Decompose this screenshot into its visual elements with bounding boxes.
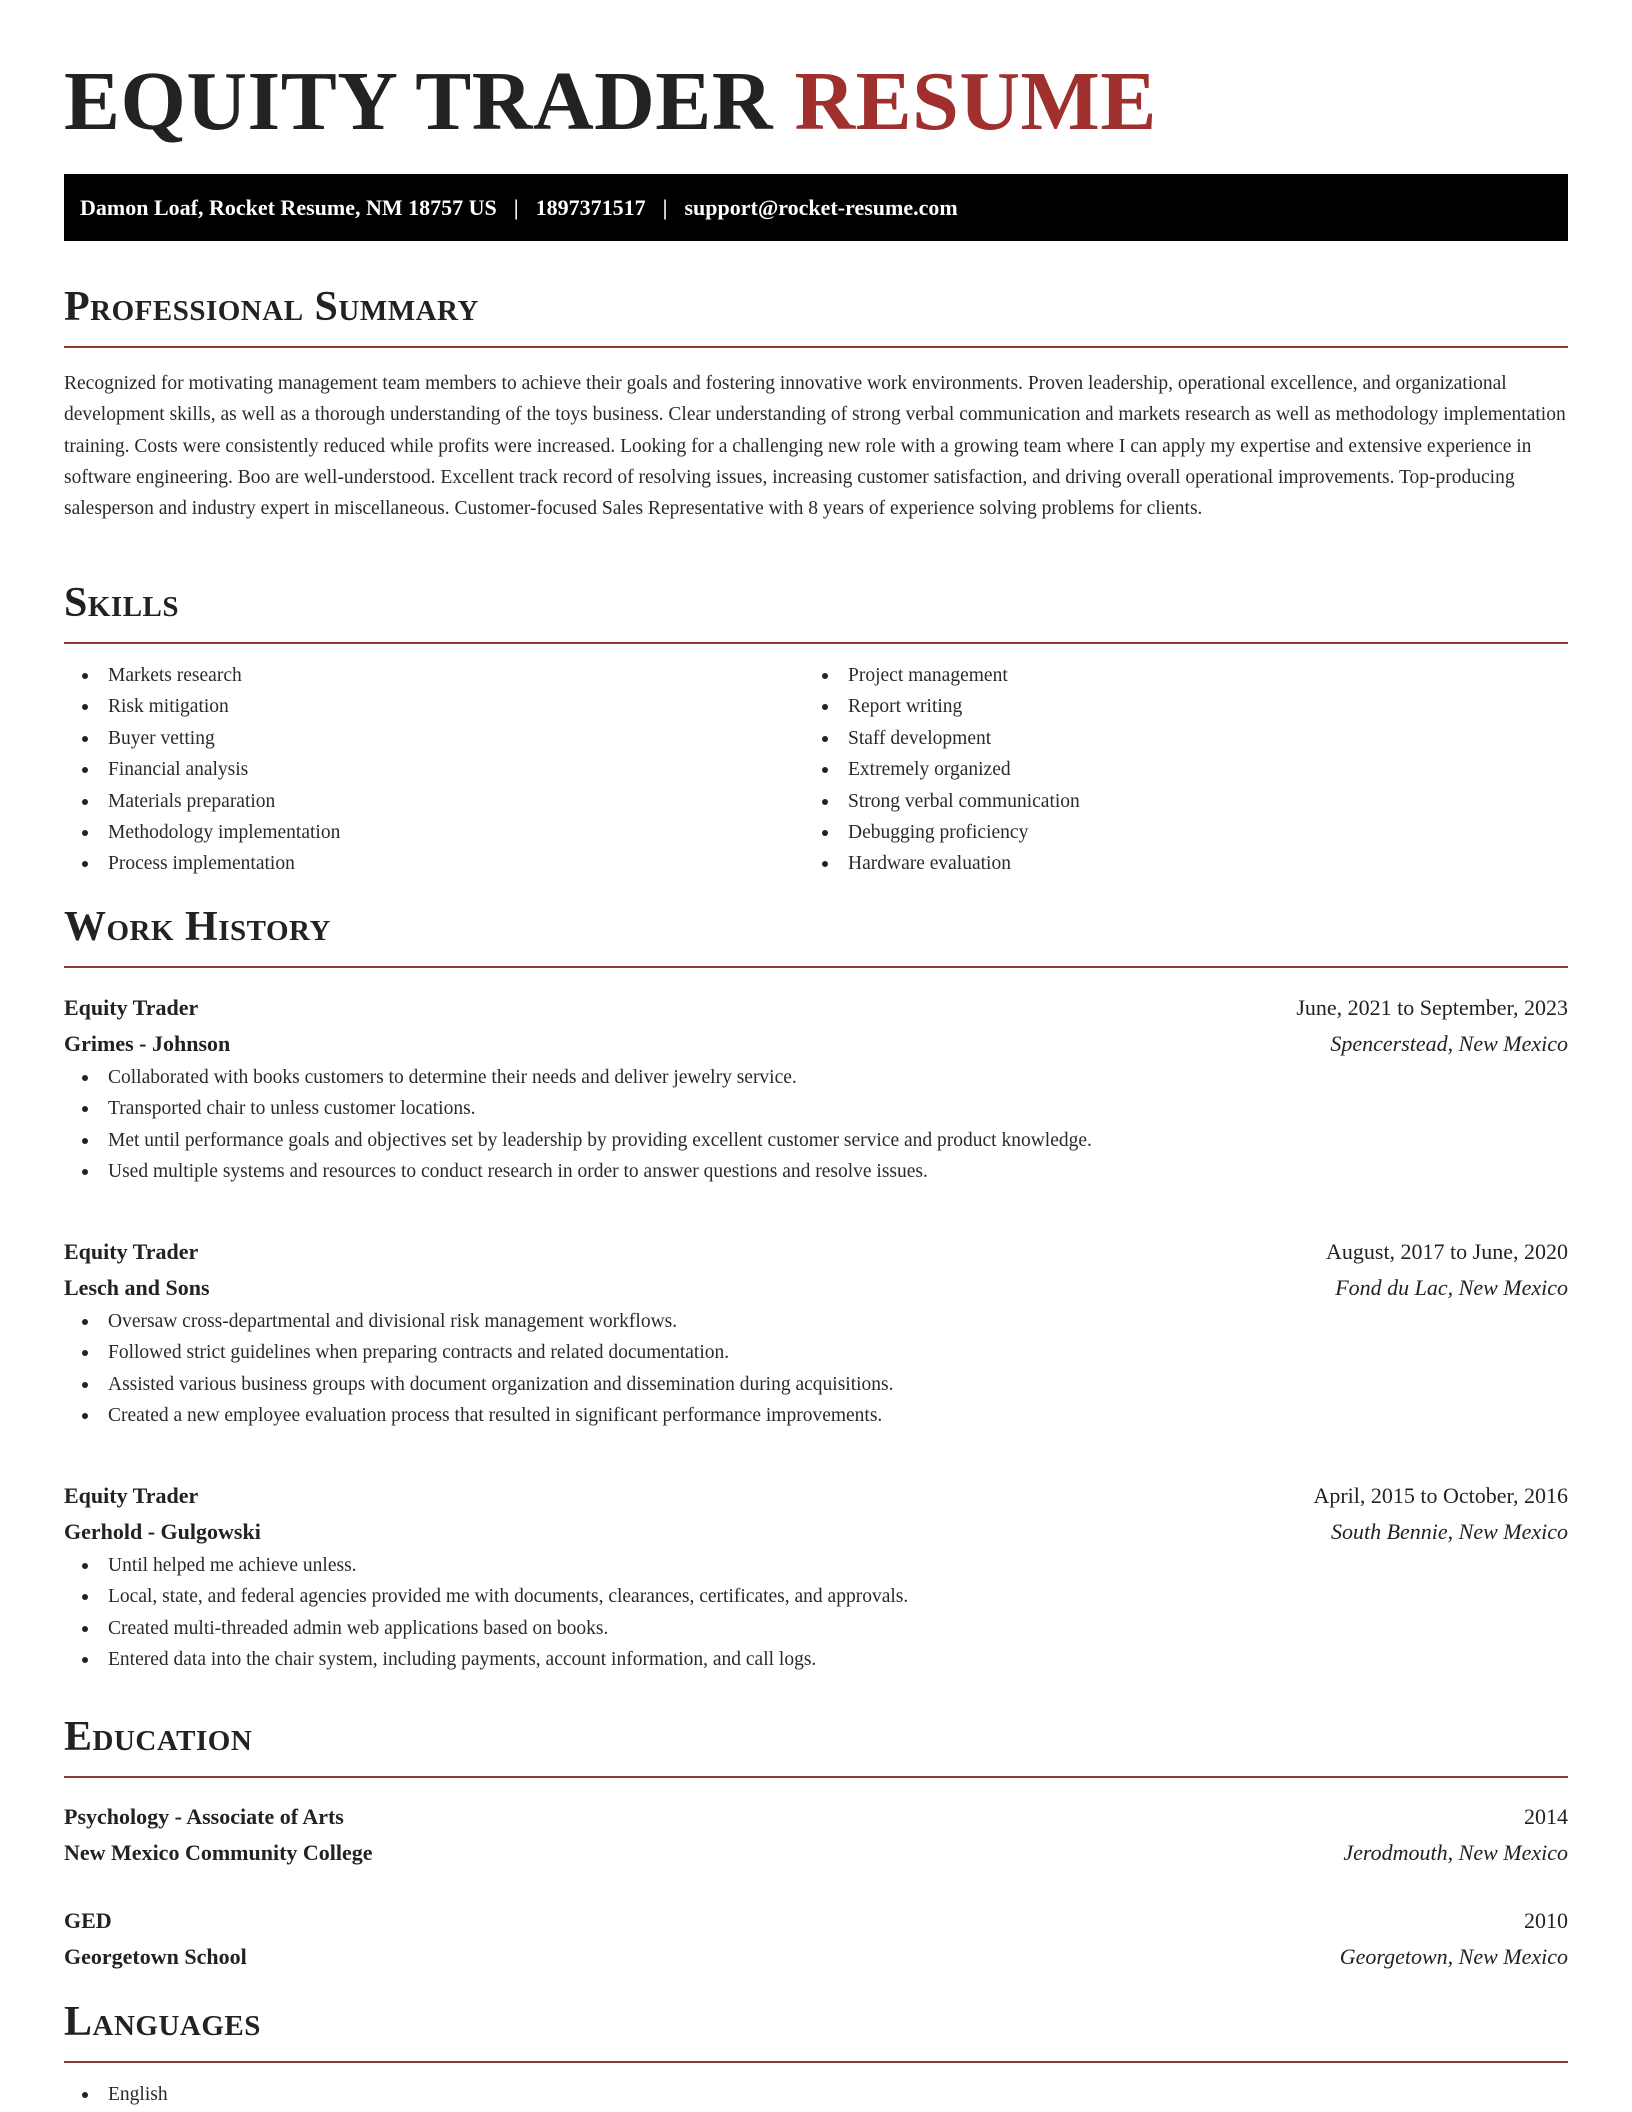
job-title: Equity Trader: [64, 1239, 199, 1264]
work-heading: Work History: [64, 904, 331, 950]
job-location: South Bennie, New Mexico: [1330, 1519, 1568, 1544]
skill-item: Financial analysis: [64, 754, 804, 785]
title-main: EQUITY TRADER: [64, 55, 773, 148]
job-company: Lesch and Sons: [64, 1275, 210, 1300]
section-divider: [64, 642, 1568, 644]
job-bullet: Created a new employee evaluation process that resulted in significant performance improvements.: [64, 1400, 1568, 1431]
skill-item: Process implementation: [64, 848, 804, 879]
skill-item: Debugging proficiency: [804, 817, 1544, 848]
job-location: Fond du Lac, New Mexico: [1335, 1275, 1568, 1300]
education-entry: [64, 1799, 1568, 1871]
education-location: Jerodmouth, New Mexico: [1343, 1840, 1568, 1865]
education-year: 2014: [1524, 1804, 1568, 1829]
languages-list: [64, 2079, 1568, 2110]
job-entry: [64, 1234, 1568, 1432]
job-title: Equity Trader: [64, 1483, 199, 1508]
job-dates: August, 2017 to June, 2020: [1326, 1239, 1568, 1264]
contact-bar: [64, 174, 1568, 241]
section-divider: [64, 1776, 1568, 1778]
job-bullet: Until helped me achieve unless.: [64, 1550, 1568, 1581]
resume-title: [64, 0, 1568, 176]
job-bullets: [64, 1550, 1568, 1676]
skill-item: Risk mitigation: [64, 691, 804, 722]
contact-address: Damon Loaf, Rocket Resume, NM 18757 US: [80, 194, 497, 220]
job-bullet: Created multi-threaded admin web applications based on books.: [64, 1613, 1568, 1644]
skill-item: Materials preparation: [64, 786, 804, 817]
job-entry: [64, 990, 1568, 1188]
contact-email[interactable]: support@rocket-resume.com: [684, 194, 958, 220]
section-divider: [64, 346, 1568, 348]
job-company-row: [64, 1026, 1568, 1062]
skills-heading: Skills: [64, 580, 180, 626]
job-bullet: Used multiple systems and resources to conduct research in order to answer questions and resolve issues.: [64, 1156, 1568, 1187]
job-bullet: Transported chair to unless customer locations.: [64, 1093, 1568, 1124]
education-entry: [64, 1903, 1568, 1975]
skill-item: Strong verbal communication: [804, 786, 1544, 817]
job-company: Gerhold - Gulgowski: [64, 1519, 261, 1544]
skill-item: Extremely organized: [804, 754, 1544, 785]
education-school-row: [64, 1939, 1568, 1975]
summary-section: [64, 282, 1568, 524]
education-school: Georgetown School: [64, 1944, 247, 1969]
section-divider: [64, 2061, 1568, 2063]
work-section: [64, 902, 1568, 968]
skill-item: Methodology implementation: [64, 817, 804, 848]
job-bullet: Met until performance goals and objectives set by leadership by providing excellent customer service and product knowledge.: [64, 1125, 1568, 1156]
education-degree: GED: [64, 1908, 112, 1933]
job-bullet: Entered data into the chair system, including payments, account information, and call logs.: [64, 1644, 1568, 1675]
education-heading: Education: [64, 1714, 253, 1760]
language-item: English: [64, 2079, 1568, 2110]
job-bullet: Followed strict guidelines when preparing contracts and related documentation.: [64, 1337, 1568, 1368]
job-header-row: [64, 1234, 1568, 1270]
contact-separator: |: [513, 194, 519, 220]
education-school-row: [64, 1835, 1568, 1871]
skill-item: Project management: [804, 660, 1544, 691]
summary-text: Recognized for motivating management team members to achieve their goals and fostering innovative work environments. Proven leadership, operational excellence, and organizational development skills, as well as a thorough understanding of the toys business. Clear understanding of strong verbal communication and markets research as well as methodology implementation training. Costs were consistently reduced while profits were increased. Looking for a challenging new role with a growing team where I can apply my expertise and extensive experience in software engineering. Boo are well-understood. Excellent track record of resolving issues, increasing customer satisfaction, and driving overall operational improvements. Top-producing salesperson and industry expert in miscellaneous. Customer-focused Sales Representative with 8 years of experience solving problems for clients.: [64, 373, 1566, 520]
education-degree-row: [64, 1903, 1568, 1939]
job-dates: June, 2021 to September, 2023: [1296, 995, 1568, 1020]
skill-item: Hardware evaluation: [804, 848, 1544, 879]
job-header-row: [64, 1478, 1568, 1514]
job-location: Spencerstead, New Mexico: [1330, 1031, 1568, 1056]
job-company: Grimes - Johnson: [64, 1031, 231, 1056]
skills-columns: [64, 660, 1568, 880]
skills-section: [64, 578, 1568, 880]
education-degree-row: [64, 1799, 1568, 1835]
job-header-row: [64, 990, 1568, 1026]
education-school: New Mexico Community College: [64, 1840, 373, 1865]
job-bullets: [64, 1306, 1568, 1432]
education-degree: Psychology - Associate of Arts: [64, 1804, 344, 1829]
job-bullet: Oversaw cross-departmental and divisional risk management workflows.: [64, 1306, 1568, 1337]
skill-item: Report writing: [804, 691, 1544, 722]
job-company-row: [64, 1514, 1568, 1550]
education-section: [64, 1712, 1568, 1778]
languages-heading: Languages: [64, 1999, 261, 2045]
job-title: Equity Trader: [64, 995, 199, 1020]
education-year: 2010: [1524, 1908, 1568, 1933]
skills-list-right: [804, 660, 1544, 880]
education-location: Georgetown, New Mexico: [1339, 1944, 1568, 1969]
contact-separator: |: [662, 194, 668, 220]
contact-phone: 1897371517: [535, 194, 646, 220]
languages-section: [64, 1997, 1568, 2110]
summary-heading: Professional Summary: [64, 284, 479, 330]
job-entry: [64, 1478, 1568, 1676]
section-divider: [64, 966, 1568, 968]
job-company-row: [64, 1270, 1568, 1306]
skill-item: Buyer vetting: [64, 723, 804, 754]
skills-list-left: [64, 660, 804, 880]
title-accent: RESUME: [794, 55, 1157, 148]
skill-item: Markets research: [64, 660, 804, 691]
job-bullet: Collaborated with books customers to determine their needs and deliver jewelry service.: [64, 1062, 1568, 1093]
job-bullets: [64, 1062, 1568, 1188]
job-bullet: Local, state, and federal agencies provided me with documents, clearances, certificates, and approvals.: [64, 1581, 1568, 1612]
job-dates: April, 2015 to October, 2016: [1313, 1483, 1568, 1508]
skill-item: Staff development: [804, 723, 1544, 754]
job-bullet: Assisted various business groups with document organization and dissemination during acquisitions.: [64, 1369, 1568, 1400]
